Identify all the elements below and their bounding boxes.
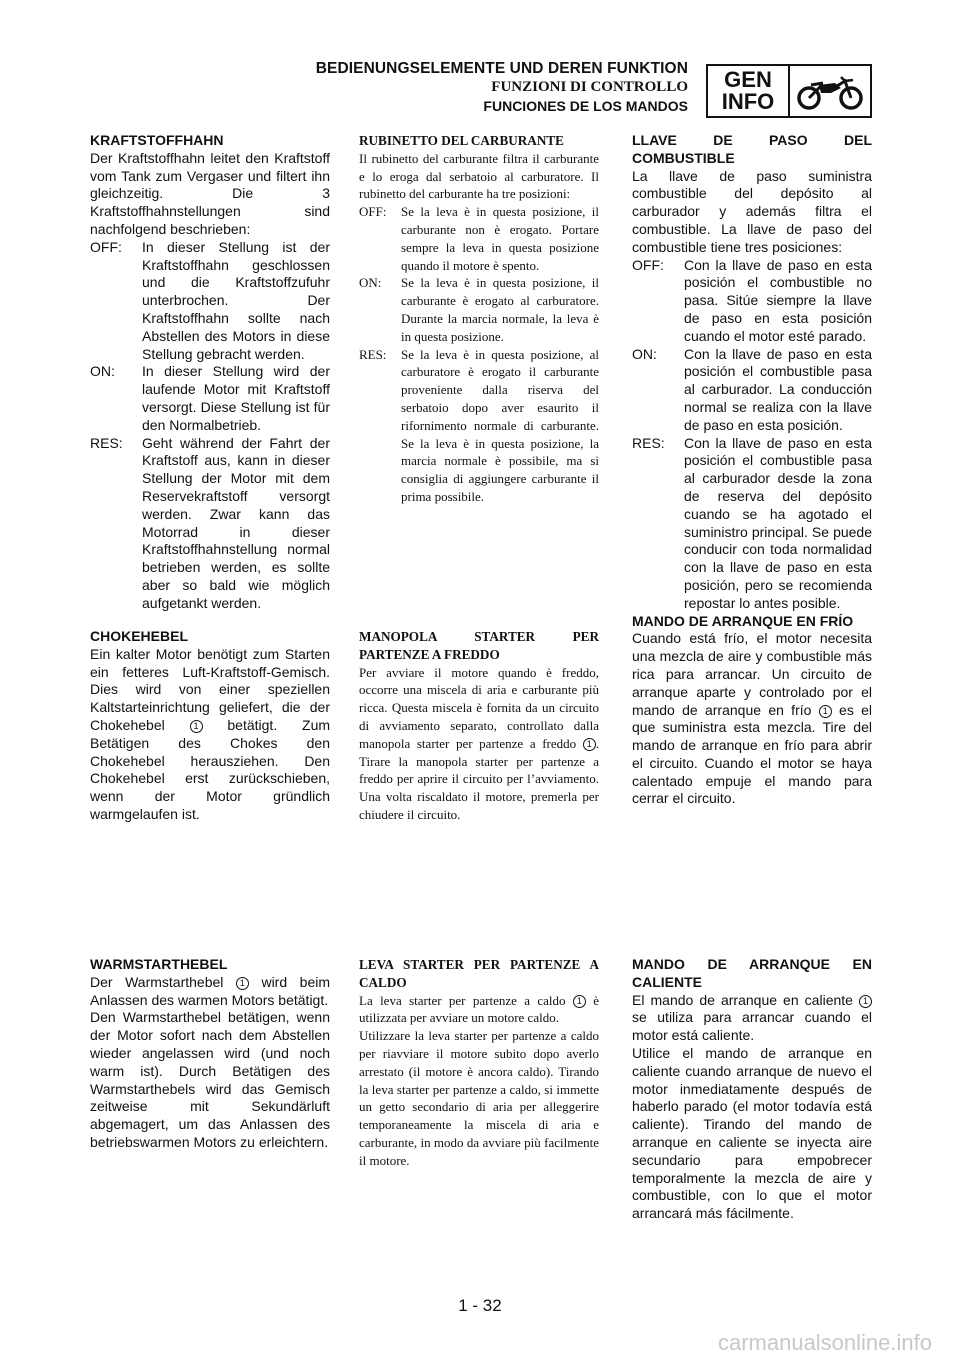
de-fuel-item-on [90,363,330,434]
it-hotstart-section [359,956,599,1170]
it-fuel-intro: Il rubinetto del carburante filtra il carburante e lo eroga dal serbatoio al carburatore. Il rubinetto del carburante ha tre posizioni: [359,150,599,202]
es-hotstart-title: MANDO DE ARRANQUE EN CALIENTE [632,956,872,990]
de-item-key: ON: [90,363,115,380]
es-choke-text [632,630,872,808]
de-fuel-item-off [90,239,330,364]
it-hotstart-text [359,992,599,1028]
it-item-key: OFF: [359,204,387,220]
de-item-text: In dieser Stellung wird der laufende Motor mit Kraftstoff versorgt. Diese Stellung ist für den Normalbetrieb. [142,363,330,433]
it-choke-post: . Tirare la manopola starter per partenze a freddo per aprire il circuito per l’avviamento. Una volta riscaldato il motore, premerla per chiudere il circuito. [359,735,599,822]
de-hot-post: wird beim Anlassen des warmen Motors betätigt. [90,973,330,1008]
it-hotstart-text-2: Utilizzare la leva starter per partenze a caldo per riavviare il motore subito dopo averlo arrestato (il motore è ancora caldo). Tirando la leva starter per partenze a caldo, si immette un getto secondario di aria per alleggerire temporaneamente la miscela di aria e carburante, in modo da avviare più facilmente il motore. [359,1028,599,1168]
callout-1-icon: 1 [236,977,249,990]
badge-label [708,66,790,116]
it-fuel-section [359,132,599,506]
de-hotstart-text-2: Den Warmstarthebel betätigen, wenn der Motor sofort nach dem Abstellen wieder angelassen wird (und noch warm ist). Durch Betätigen des Warmstarthebels wird das Gemisch zeitweise mit Sekundärluft abgemagert, um das Anlassen des betriebswarmen Motors zu erleichtern. [90,1009,330,1150]
es-hotstart-text-2: Utilice el mando de arranque en caliente cuando arranque de nuevo el motor inmediatamente después de haberlo parado (el motor todavía está caliente). Tirando del mando de arranque en caliente se inyecta aire secundario para empobrecer temporalmente la mezcla de aire y combustible, con lo que el motor arrancará más fácilmente. [632,1044,872,1222]
it-hotstart-title: LEVA STARTER PER PARTENZE A CALDO [359,957,599,990]
es-hot-post: se utiliza para arrancar cuando el motor está caliente. [632,1009,872,1044]
de-choke-title: CHOKEHEBEL [90,628,189,644]
es-choke-title: MANDO DE ARRANQUE EN FRÍO [632,612,854,629]
motorcycle-icon [790,66,870,116]
it-fuel-item-res [359,346,599,506]
section-badge [706,64,872,118]
es-fuel-section [632,132,872,808]
de-fuel-item-res [90,435,330,613]
it-choke-section [359,628,599,824]
de-hotstart-title: WARMSTARTHEBEL [90,956,228,972]
it-choke-title: MANOPOLA STARTER PER PARTENZE A FREDDO [359,629,599,662]
it-choke-pre: Per avviare il motore quando è freddo, occorre una miscela di aria e carburante più ricca. Questa miscela è fornita da un circuito di avviamento separato, controllato dalla manopola starter per partenze a freddo [359,664,599,751]
de-item-text: Geht während der Fahrt der Kraftstoff aus, kann in dieser Stellung der Motor mit dem Reservekraftstoff versorgt werden. Zwar kann das Motorrad in dieser Kraftstoffhahnstellung normal betrieben werden, es sollte aber so bald wie möglich aufgetankt werden. [142,434,330,611]
es-choke-post: es el que suministra esta mezcla. Tire del mando de arranque en frío para abrir el circuito. Cuando el motor se haya calentado empuje el mando para cerrar el circuito. [632,701,873,807]
it-item-text: Se la leva è in questa posizione, il carburante è erogato al carburatore. Durante la marcia normale, la leva è in questa posizione. [401,275,599,344]
de-fuel-title: KRAFTSTOFFHAHN [90,132,224,148]
es-fuel-title: LLAVE DE PASO DEL COMBUSTIBLE [632,132,872,166]
de-fuel-intro: Der Kraftstoffhahn leitet den Kraftstoff vom Tank zum Vergaser und filtert ihn gleichzeitig. Die 3 Kraftstoffhahnstellungen sind nachfolgend beschrieben: [90,149,330,237]
de-hot-pre: Der Warmstarthebel [90,973,224,990]
page-number: 1 - 32 [458,1296,502,1315]
it-fuel-item-off [359,203,599,274]
callout-1-icon: 1 [190,720,203,733]
es-item-text: Con la llave de paso en esta posición el combustible no pasa. Sitúe siempre la llave de paso en esta posición cuando el motor esté parado. [684,256,872,344]
callout-1-icon: 1 [819,705,832,718]
de-hotstart-text [90,974,330,1010]
es-fuel-item-on [632,346,872,435]
de-item-text: In dieser Stellung ist der Kraftstoffhahn geschlossen und die Kraftstoffzufuhr unterbrochen. Der Kraftstoffhahn sollte nach Abstellen des Motors in diese Stellung gebracht werden. [142,238,330,362]
callout-1-icon: 1 [573,995,586,1008]
es-fuel-intro: La llave de paso suministra combustible del depósito al carburador y además filtra el combustible. La llave de paso del combustible tiene tres posiciones: [632,167,872,255]
badge-line-gen: GEN [724,67,772,92]
es-item-text: Con la llave de paso en esta posición el combustible pasa al carburador desde la zona de reserva del depósito cuando se ha agotado el suministro principal. Se puede conducir con toda normalidad con la llave de paso en esta posición, pero se recomienda repostar lo antes posible. [684,434,872,611]
page-header [0,0,960,130]
header-title-de: BEDIENUNGSELEMENTE UND DEREN FUNKTION [315,60,688,77]
es-choke-pre: Cuando está frío, el motor necesita una mezcla de aire y combustible más rica para arrancar. Un circuito de arranque aparte y controlado por el mando de arranque en frío [632,630,872,718]
es-item-text: Con la llave de paso en esta posición el combustible pasa al carburador. La conducción normal se realiza con la llave de paso en esta posición. [684,345,872,433]
it-hot-post: è utilizzata per avviare un motore caldo. [359,992,600,1026]
de-choke-section [90,628,330,824]
header-title-es: FUNCIONES DE LOS MANDOS [483,98,688,114]
it-fuel-title: RUBINETTO DEL CARBURANTE [359,133,564,148]
it-choke-text [359,664,599,824]
es-hot-pre: El mando de arranque en caliente [632,991,853,1008]
watermark: carmanualsonline.info [717,1330,932,1355]
de-fuel-section [90,132,330,613]
de-choke-pre: Ein kalter Motor benötigt zum Starten ein fetteres Luft-Kraftstoff-Gemisch. Dies wird von einer speziellen Kaltstarteinrichtung geliefert, die der Chokehebel [90,645,330,733]
es-hotstart-section [632,956,872,1223]
es-item-key: ON: [632,345,657,362]
it-hot-pre: La leva starter per partenze a caldo [359,992,566,1008]
header-title-it: FUNZIONI DI CONTROLLO [491,79,688,95]
it-item-key: RES: [359,346,387,362]
es-hotstart-text [632,992,872,1045]
callout-1-icon: 1 [859,995,872,1008]
header-titles [316,60,688,116]
de-item-key: RES: [90,434,123,451]
it-item-text: Se la leva è in questa posizione, il carburante non è erogato. Portare sempre la leva in questa posizione quando il motore è spento. [401,204,599,273]
de-choke-post: betätigt. Zum Betätigen des Chokes den Chokehebel herausziehen. Den Chokehebel erst zurückschieben, wenn der Motor gründlich warmgelaufen ist. [90,716,331,822]
de-choke-text [90,646,330,824]
it-fuel-item-on [359,274,599,345]
de-item-key: OFF: [90,238,122,255]
it-item-text: Se la leva è in questa posizione, al carburatore è erogato il carburante proveniente dalla riserva del serbatoio dopo aver esaurito il rifornimento normale di carburante. Se la leva è in questa posizione, la marcia normale è possibile, ma si consiglia di aggiungere carburante il prima possibile. [401,346,599,504]
es-item-key: RES: [632,434,665,451]
es-fuel-item-off [632,257,872,346]
it-item-key: ON: [359,275,382,291]
de-hotstart-section [90,956,330,1152]
es-fuel-item-res [632,435,872,613]
es-item-key: OFF: [632,256,664,273]
callout-1-icon: 1 [583,738,596,751]
badge-line-info: INFO [721,89,775,114]
